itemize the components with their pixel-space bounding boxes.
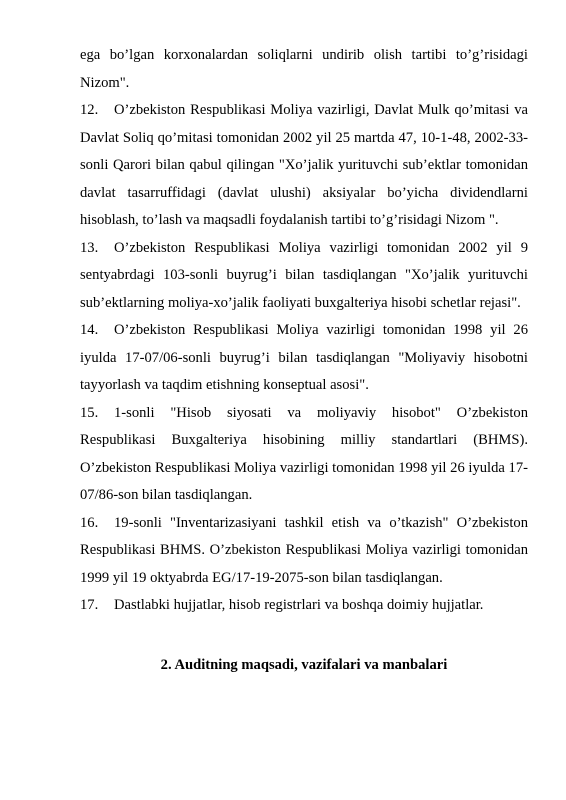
- item-number: 13.: [80, 239, 99, 256]
- list-item: [80, 592, 528, 620]
- item-text: 1-sonli "Hisob siyosati va moliyaviy hisobot" O’zbekiston Respublikasi Buxgalteriya hisobining milliy standartlari (BHMS). O’zbekiston Respublikasi Moliya vazirligi tomonidan 1998 yil 26 iyulda 17-07/86-son bilan tasdiqlangan.: [80, 404, 528, 503]
- list-item: [80, 235, 528, 318]
- item-number: 16.: [80, 514, 99, 531]
- continuation-paragraph: ega bo’lgan korxonalardan soliqlarni undirib olish tartibi to’g’risidagi Nizom".: [80, 47, 528, 91]
- document-body: [80, 42, 528, 694]
- item-text: Dastlabki hujjatlar, hisob registrlari va boshqa doimiy hujjatlar.: [114, 597, 484, 613]
- item-text: O’zbekiston Respublikasi Moliya vazirligi tomonidan 1998 yil 26 iyulda 17-07/06-sonli buyrug’i bilan tasdiqlangan "Moliyaviy hisobotni tayyorlash va taqdim etishning konseptual asosi".: [80, 322, 528, 393]
- item-text: 19-sonli "Inventarizasiyani tashkil etish va o’tkazish" O’zbekiston Respublikasi BHMS. O’zbekiston Respublikasi Moliya vazirligi tomonidan 1999 yil 19 oktyabrda EG/17-19-2075-son bilan tasdiqlangan.: [80, 514, 528, 586]
- list-item: [80, 400, 528, 510]
- item-text: O’zbekiston Respublikasi Moliya vazirligi tomonidan 2002 yil 9 sentyabrdagi 103-sonli buyrug’i bilan tasdiqlangan "Xo’jalik yurituvchi sub’ektlarning moliya-xo’jalik faoliyati buxgalteriya hisobi schetlar rejasi".: [80, 239, 528, 311]
- section-heading: 2. Auditning maqsadi, vazifalari va manbalari: [160, 656, 448, 673]
- item-text: O’zbekiston Respublikasi Moliya vazirligi, Davlat Mulk qo’mitasi va Davlat Soliq qo’mitasi tomonidan 2002 yil 25 martda 47, 10-1-48, 2002-33-sonli Qarori bilan qabul qilingan "Xo’jalik yurituvchi sub’ektlar tomonidan davlat tasarruffidagi (davlat ulushi) aksiyalar bo’yicha dividendlarni hisoblash, to’lash va maqsadli foydalanish tartibi to’g’risidagi Nizom ".: [80, 102, 528, 228]
- list-item: [80, 510, 528, 593]
- item-number: 15.: [80, 404, 99, 421]
- list-item: [80, 97, 528, 235]
- item-number: 12.: [80, 102, 99, 118]
- item-number: 14.: [80, 322, 99, 338]
- list-item: [80, 317, 528, 400]
- item-number: 17.: [80, 597, 99, 613]
